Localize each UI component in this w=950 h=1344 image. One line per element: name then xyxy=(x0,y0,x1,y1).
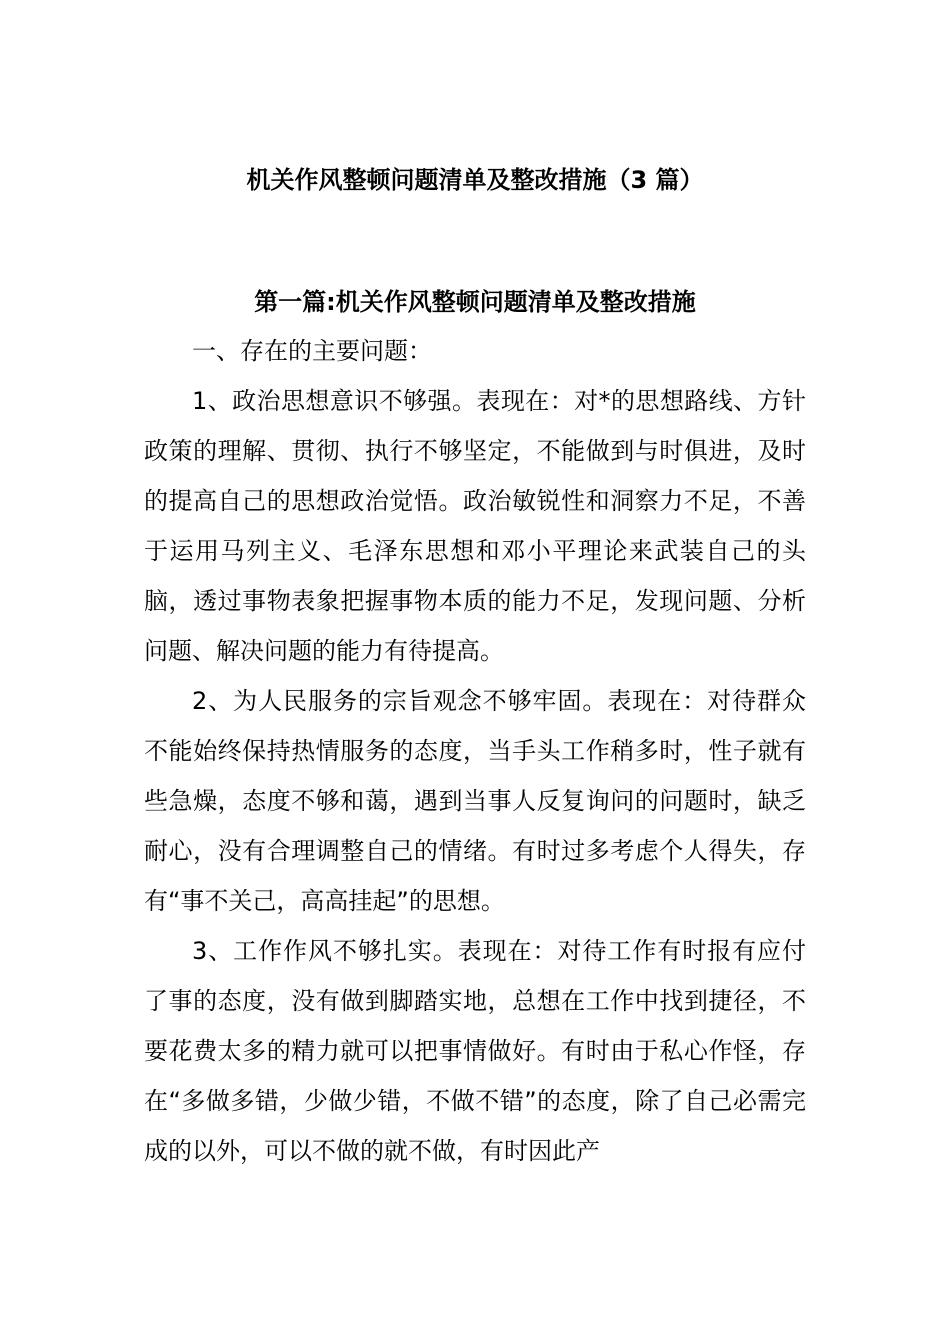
document-body xyxy=(144,326,806,1176)
paragraph-3: 3、工作作风不够扎实。表现在：对待工作有时报有应付了事的态度，没有做到脚踏实地，总想在工作中找到捷径，不要花费太多的精力就可以把事情做好。有时由于私心作怪，存在“多做多错，少做少错，不做不错”的态度，除了自己必需完成的以外，可以不做的就不做，有时因此产 xyxy=(144,937,806,1165)
paragraph-1: 1、政治思想意识不够强。表现在：对*的思想路线、方针政策的理解、贯彻、执行不够坚定，不能做到与时俱进，及时的提高自己的思想政治觉悟。政治敏锐性和洞察力不足，不善于运用马列主义、毛泽东思想和邓小平理论来武装自己的头脑，透过事物表象把握事物本质的能力不足，发现问题、分析问题、解决问题的能力有待提高。 xyxy=(144,387,806,665)
section-title: 第一篇:机关作风整顿问题清单及整改措施 xyxy=(254,288,696,316)
paragraph-2: 2、为人民服务的宗旨观念不够牢固。表现在：对待群众不能始终保持热情服务的态度，当手头工作稍多时，性子就有些急燥，态度不够和蔼，遇到当事人反复询问的问题时，缺乏耐心，没有合理调整自己的情绪。有时过多考虑个人得失，存有“事不关己，高高挂起”的思想。 xyxy=(144,687,806,915)
document-title: 机关作风整顿问题清单及整改措施（3 篇） xyxy=(246,166,704,194)
heading-main-problems: 一、存在的主要问题： xyxy=(192,337,432,365)
